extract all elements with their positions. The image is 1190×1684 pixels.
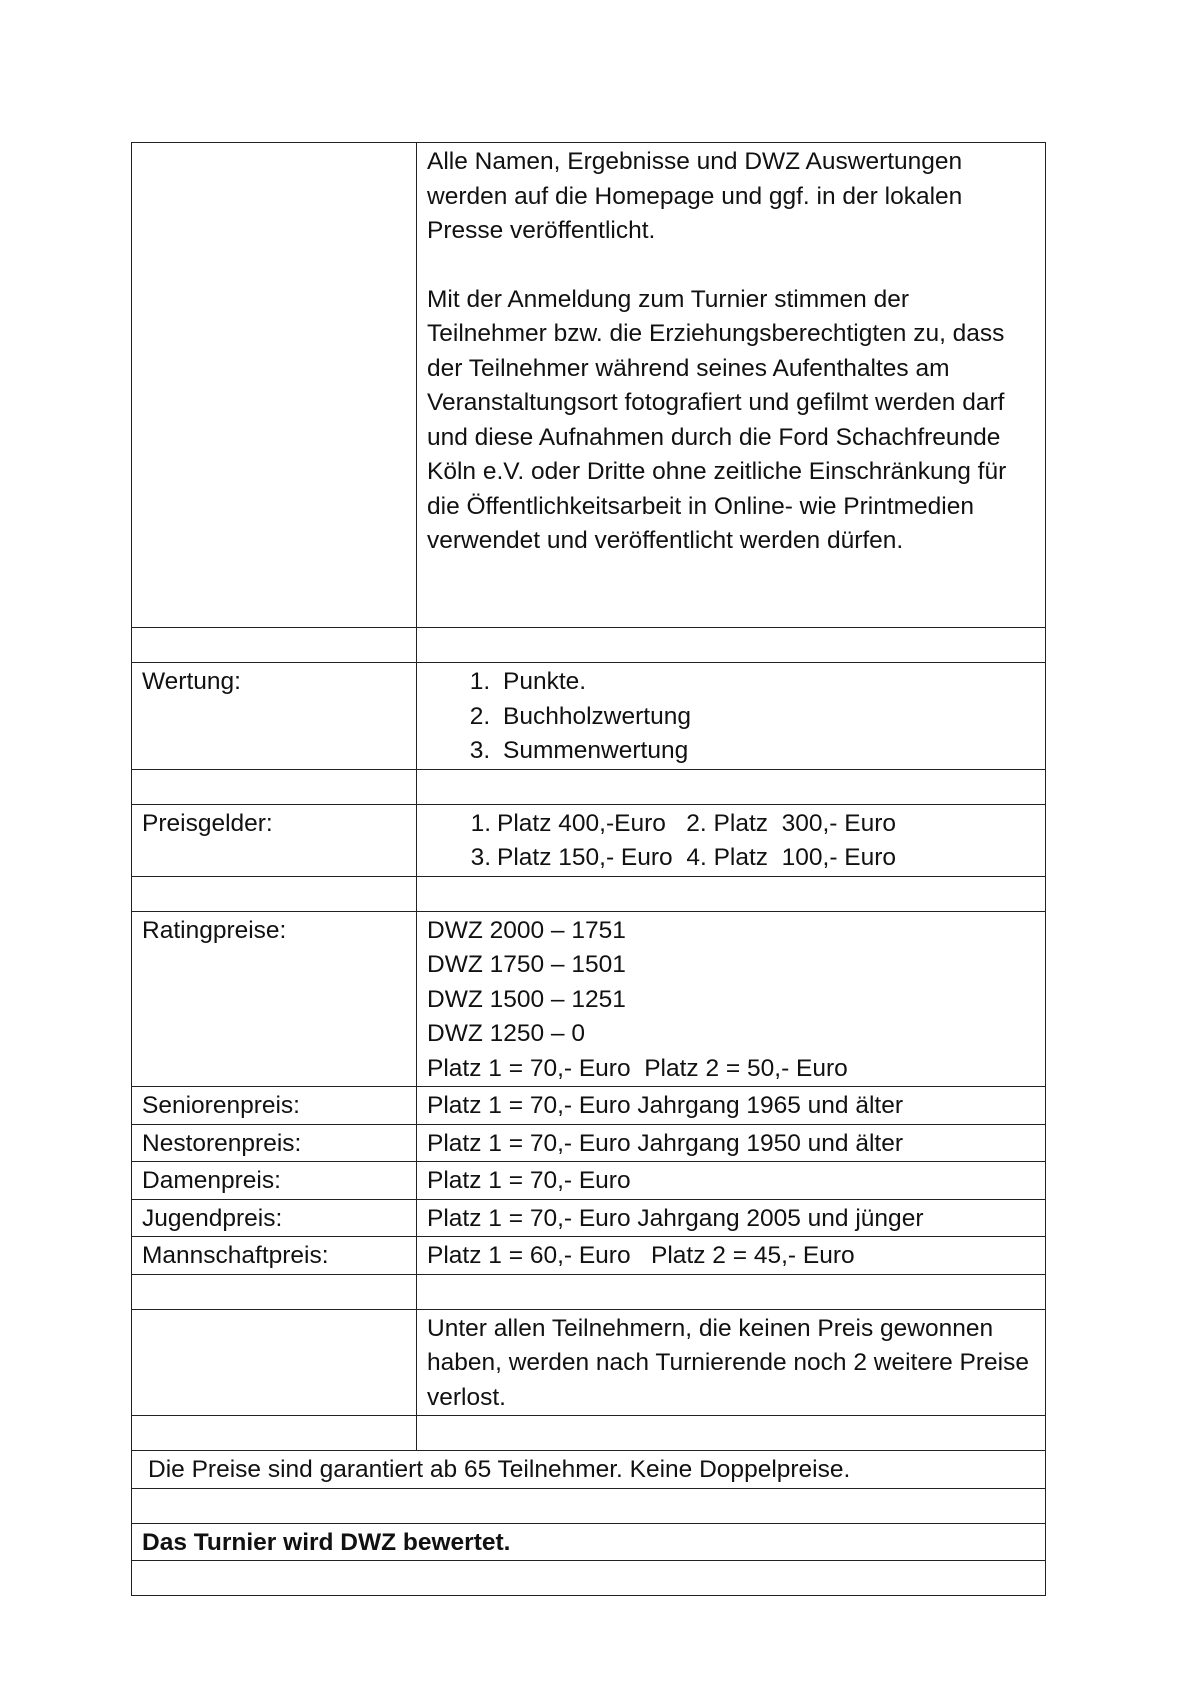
dwz-row [132,1523,1046,1561]
dwz-rated-notice: Das Turnier wird DWZ bewertet. [132,1523,1046,1561]
spacer-row [132,1488,1046,1523]
prize-label: Seniorenpreis: [132,1087,417,1125]
wertung-row [132,663,1046,770]
spacer-row [132,769,1046,804]
preisgelder-label: Preisgelder: [132,804,417,876]
wertung-item: 1. Punkte. [497,665,1035,700]
wertung-value [417,663,1046,770]
rating-class: DWZ 2000 – 1751 [427,916,626,944]
tournament-info-table [131,142,1046,1596]
rating-prize-amounts: Platz 1 = 70,- Euro Platz 2 = 50,- Euro [427,1054,848,1082]
intro-text-cell [417,143,1046,628]
publication-notice: Alle Namen, Ergebnisse und DWZ Auswertungen werden auf die Homepage und ggf. in der lokalen Presse veröffentlicht. [427,148,963,244]
prize-value: Platz 1 = 70,- Euro Jahrgang 1965 und älter [417,1087,1046,1125]
wertung-label: Wertung: [132,663,417,770]
jugendpreis-row [132,1199,1046,1237]
ratingpreise-value [417,911,1046,1087]
rating-class: DWZ 1250 – 0 [427,1020,585,1047]
spacer-row [132,628,1046,663]
rating-class: DWZ 1750 – 1501 [427,951,626,978]
prize-value: Platz 1 = 70,- Euro [417,1162,1046,1200]
ratingpreise-row [132,911,1046,1087]
intro-row [132,143,1046,628]
prize-label: Damenpreis: [132,1162,417,1200]
prize-value: Platz 1 = 70,- Euro Jahrgang 1950 und älter [417,1124,1046,1162]
spacer-row [132,876,1046,911]
prize-value: Platz 1 = 60,- Euro Platz 2 = 45,- Euro [417,1237,1046,1275]
spacer-row [132,1416,1046,1451]
wertung-list [427,665,1035,769]
prize-label: Nestorenpreis: [132,1124,417,1162]
seniorenpreis-row [132,1087,1046,1125]
nestorenpreis-row [132,1124,1046,1162]
photo-consent-notice: Mit der Anmeldung zum Turnier stimmen der Teilnehmer bzw. die Erziehungsberechtigten zu, dass der Teilnehmer während seines Aufenthaltes am Veranstaltungsort fotografiert und gefilmt werden darf und diese Aufnahmen durch die Ford Schachfreunde Köln e.V. oder Dritte ohne zeitliche Einschränkung für die Öffentlichkeitsarbeit in Online- wie Printmedien verwendet und veröffentlicht werden dürfen. [427,285,1007,554]
wertung-item: 3. Summenwertung [497,734,1035,769]
guarantee-notice: Die Preise sind garantiert ab 65 Teilnehmer. Keine Doppelpreise. [132,1451,1046,1489]
spacer-row [132,1274,1046,1309]
mannschaftpreis-row [132,1237,1046,1275]
raffle-notice: Unter allen Teilnehmern, die keinen Preis gewonnen haben, werden nach Turnierende noch 2 weitere Preise verlost. [417,1309,1046,1416]
preisgelder-value [417,804,1046,876]
ratingpreise-label: Ratingpreise: [132,911,417,1087]
garantie-row [132,1451,1046,1489]
preisgelder-line: 1. Platz 400,-Euro 2. Platz 300,- Euro [470,809,897,837]
spacer-row [132,1561,1046,1596]
prize-label: Mannschaftpreis: [132,1237,417,1275]
damenpreis-row [132,1162,1046,1200]
rating-class: DWZ 1500 – 1251 [427,985,626,1013]
prize-value: Platz 1 = 70,- Euro Jahrgang 2005 und jünger [417,1199,1046,1237]
preisgelder-row [132,804,1046,876]
prize-label: Jugendpreis: [132,1199,417,1237]
wertung-item: 2. Buchholzwertung [497,700,1035,735]
verlosung-row [132,1309,1046,1416]
preisgelder-line: 3. Platz 150,- Euro 4. Platz 100,- Euro [470,844,897,871]
intro-label-cell [132,143,417,628]
